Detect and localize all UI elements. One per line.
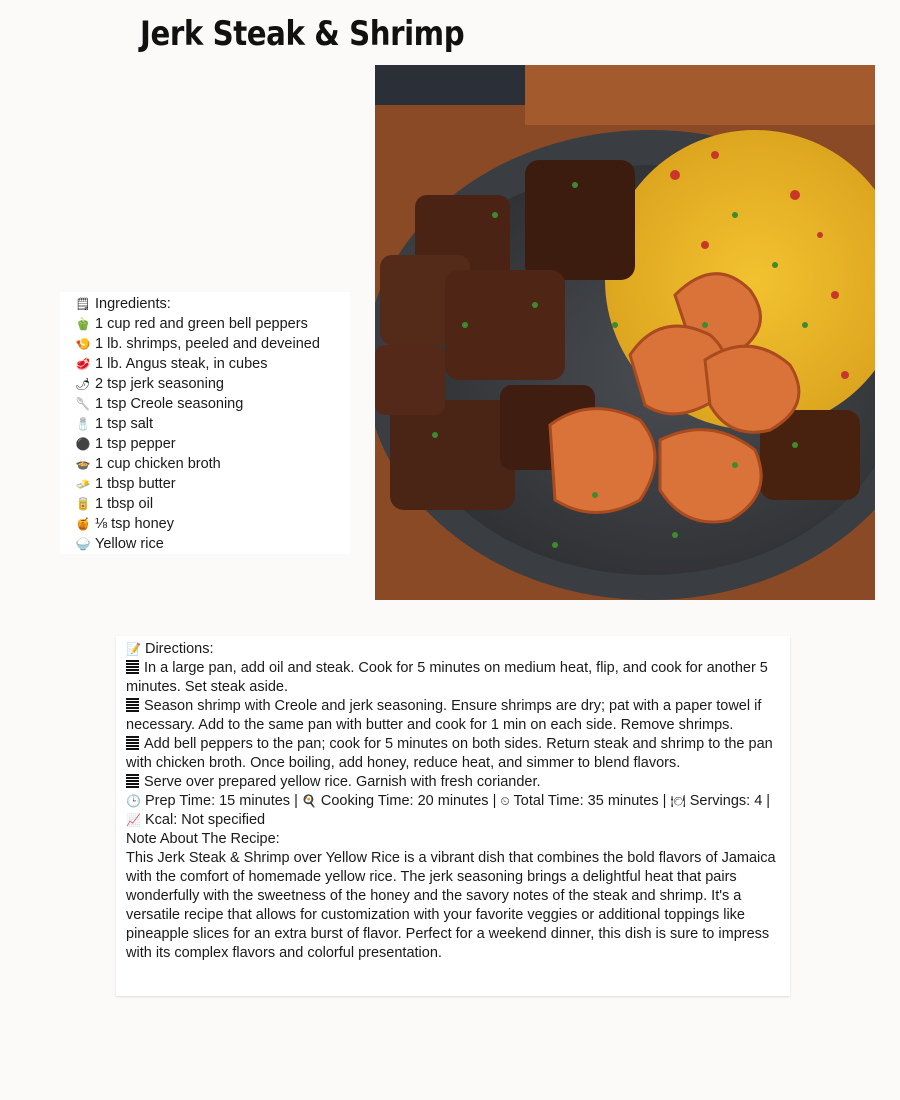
chart-icon: 📈 [126,813,141,827]
food-photo-svg [375,65,875,600]
directions-steps [126,659,780,792]
ingredient-item [75,454,350,474]
ingredient-item [75,534,350,554]
plate-icon: 🍽 [670,794,686,808]
servings: Servings: 4 [689,793,763,809]
ingredient-text: 1 lb. shrimps, peeled and deveined [95,336,320,352]
direction-step-text: Season shrimp with Creole and jerk seasoning. Ensure shrimps are dry; pat with a paper towel if necessary. Add to the same pan with butter and cook for 1 min on each side. Remove shrimps. [126,698,762,733]
step-bullet-icon [126,736,139,750]
step-bullet-icon [126,660,139,674]
clock-icon: 🕒 [126,794,141,808]
ingredient-icon: 🥫 [75,497,91,511]
directions-card [116,636,790,996]
memo-icon: 📝 [126,642,141,656]
ingredient-text: ⅛ tsp honey [95,516,174,532]
ingredient-icon: 🥩 [75,357,91,371]
ingredient-text: 1 tbsp oil [95,496,154,512]
pan-icon: 🍳 [301,794,317,808]
table-edge [525,65,875,125]
ingredient-icon: 🍯 [75,517,91,531]
note-title: Note About The Recipe: [126,831,280,847]
step-bullet-icon [126,774,139,788]
direction-step [126,773,780,792]
ingredient-icon: 🥄 [75,397,91,411]
ingredients-card [60,292,350,554]
ingredient-text: 1 cup red and green bell peppers [95,316,308,332]
prep-time: Prep Time: 15 minutes [144,793,291,809]
note-text: This Jerk Steak & Shrimp over Yellow Rice is a vibrant dish that combines the bold flavors of Jamaica with the comfort of homemade yellow rice. The jerk seasoning brings a delightful heat that pairs wonderfully with the sweetness of the honey and the savory notes of the steak and shrimp. It's a versatile recipe that allows for customization with your favorite veggies or additional toppings like pineapple slices for an extra burst of flavor. Perfect for a weekend dinner, this dish is sure to impress with its complex flavors and colorful presentation. [126,850,776,961]
clipboard-icon: 🗒 [75,297,91,311]
recipe-title: Jerk Steak & Shrimp [140,14,465,54]
direction-step-text: In a large pan, add oil and steak. Cook for 5 minutes on medium heat, flip, and cook for another 5 minutes. Set steak aside. [126,660,768,695]
ingredient-text: 1 tsp salt [95,416,154,432]
timer-icon: ⏲ [500,794,510,808]
ingredient-item [75,374,350,394]
ingredient-item [75,494,350,514]
ingredients-list [75,314,350,554]
ingredient-text: 2 tsp jerk seasoning [95,376,224,392]
ingredient-item [75,434,350,454]
ingredient-item [75,414,350,434]
ingredient-item [75,334,350,354]
ingredient-item [75,474,350,494]
ingredient-text: Yellow rice [95,536,164,552]
ingredient-icon: 🌶 [75,377,91,391]
ingredient-text: 1 cup chicken broth [95,456,221,472]
step-bullet-icon [126,698,139,712]
direction-step-text: Add bell peppers to the pan; cook for 5 minutes on both sides. Return steak and shrimp to the pan with chicken broth. Once boiling, add honey, reduce heat, and simmer to blend flavors. [126,736,773,771]
ingredient-text: 1 lb. Angus steak, in cubes [95,356,268,372]
ingredient-item [75,514,350,534]
cooking-time: Cooking Time: 20 minutes [320,793,489,809]
recipe-meta: 🕒 Prep Time: 15 minutes | 🍳 Cooking Time: 20 minutes | ⏲ Total Time: 35 minutes | 🍽 Servings: 4 | 📈 Kcal: Not specified [126,793,771,828]
direction-step-text: Serve over prepared yellow rice. Garnish with fresh coriander. [144,774,541,790]
ingredient-icon: ⚫ [75,437,91,451]
kcal: Kcal: Not specified [144,812,266,828]
ingredient-icon: 🧂 [75,417,91,431]
food-photo [375,65,875,600]
ingredient-text: 1 tsp Creole seasoning [95,396,244,412]
ingredient-text: 1 tsp pepper [95,436,176,452]
total-time: Total Time: 35 minutes [513,793,659,809]
ingredient-text: 1 tbsp butter [95,476,176,492]
ingredient-icon: 🍤 [75,337,91,351]
ingredients-header: 🗒 Ingredients: [75,296,171,312]
ingredient-icon: 🧈 [75,477,91,491]
ingredient-item [75,394,350,414]
ingredient-icon: 🍚 [75,537,91,551]
ingredient-item [75,314,350,334]
direction-step [126,735,780,773]
direction-step [126,659,780,697]
direction-step [126,697,780,735]
ingredient-item [75,354,350,374]
ingredient-icon: 🫑 [75,317,91,331]
directions-header: 📝 Directions: [126,641,214,657]
ingredient-icon: 🍲 [75,457,91,471]
